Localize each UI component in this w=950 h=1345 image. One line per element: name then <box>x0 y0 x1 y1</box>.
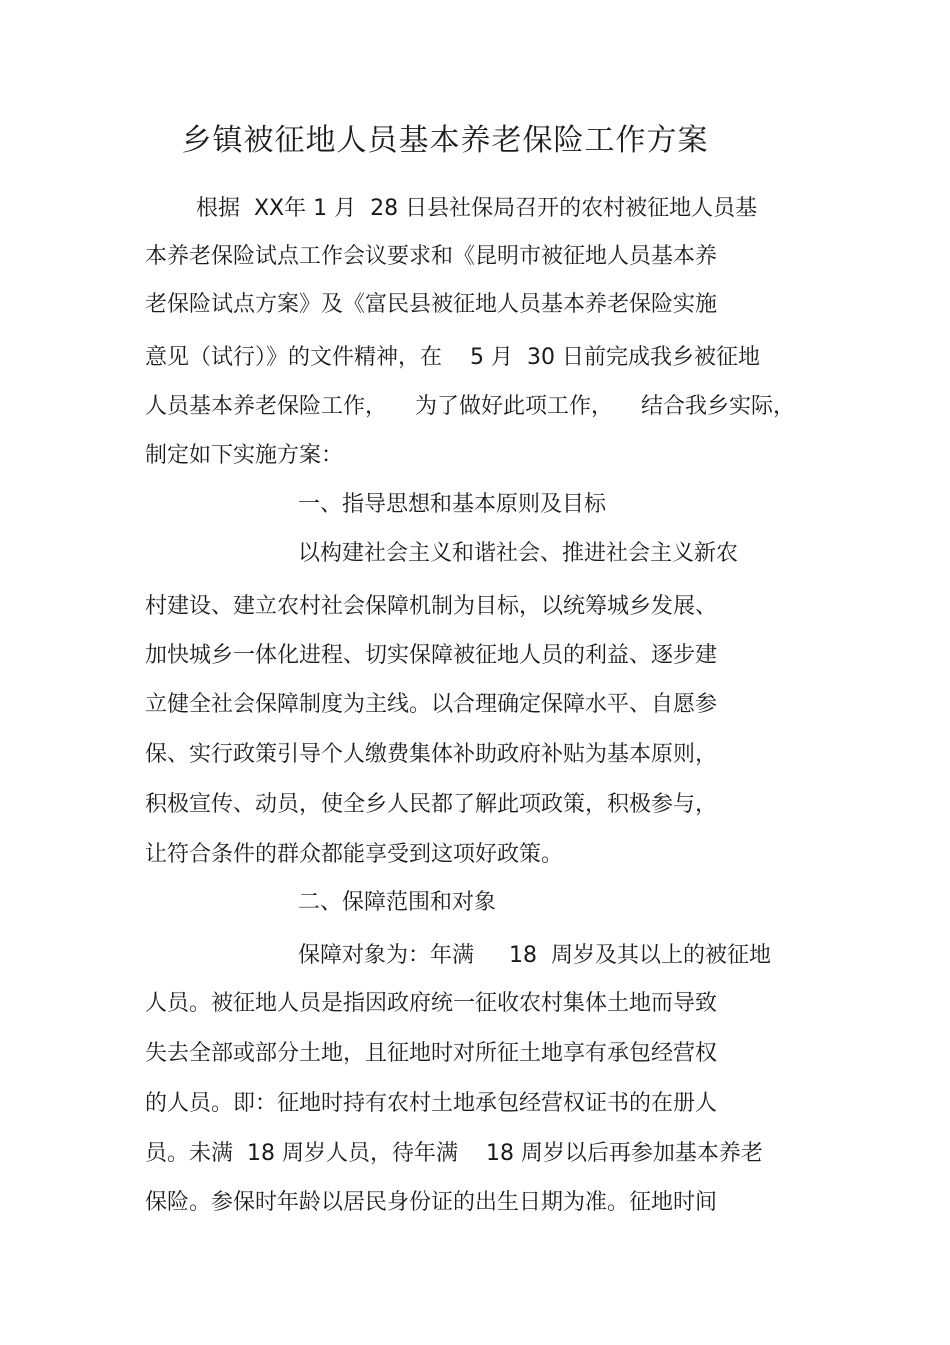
section1-line-7: 让符合条件的群众都能享受到这项好政策。 <box>145 842 564 867</box>
section2-line-3: 失去全部或部分土地，且征地时对所征土地享有承包经营权 <box>145 1041 718 1066</box>
intro-line-3: 老保险试点方案》及《富民县被征地人员基本养老保险实施 <box>145 292 718 317</box>
section2-line-2: 人员。被征地人员是指因政府统一征收农村集体土地而导致 <box>145 991 718 1016</box>
section2-line-5: 员。未满 18 周岁人员，待年满 18 周岁以后再参加基本养老 <box>145 1141 763 1166</box>
section1-line-1: 以构建社会主义和谐社会、推进社会主义新农 <box>298 541 739 566</box>
intro-line-4: 意见（试行）》的文件精神，在 5 月 30 日前完成我乡被征地 <box>145 345 760 370</box>
intro-line-1: 根据 XX年 1 月 28 日县社保局召开的农村被征地人员基 <box>196 196 758 221</box>
section2-line-4: 的人员。即：征地时持有农村土地承包经营权证书的在册人 <box>145 1091 718 1116</box>
section1-line-5: 保、实行政策引导个人缴费集体补助政府补贴为基本原则， <box>145 742 718 767</box>
section1-line-3: 加快城乡一体化进程、切实保障被征地人员的利益、逐步建 <box>145 643 718 668</box>
document-title: 乡镇被征地人员基本养老保险工作方案 <box>181 123 709 158</box>
section1-line-6: 积极宣传、动员，使全乡人民都了解此项政策，积极参与， <box>145 792 718 817</box>
section1-line-2: 村建设、建立农村社会保障机制为目标，以统筹城乡发展、 <box>145 594 718 619</box>
section-heading-1: 一、指导思想和基本原则及目标 <box>298 492 607 517</box>
intro-line-6: 制定如下实施方案： <box>145 443 344 468</box>
section-heading-2: 二、保障范围和对象 <box>298 890 497 915</box>
section2-line-6: 保险。参保时年龄以居民身份证的出生日期为准。征地时间 <box>145 1190 718 1215</box>
intro-line-2: 本养老保险试点工作会议要求和《昆明市被征地人员基本养 <box>145 244 718 269</box>
intro-line-5: 人员基本养老保险工作， 为了做好此项工作， 结合我乡实际， <box>145 394 795 419</box>
section2-line-1: 保障对象为：年满 18 周岁及其以上的被征地 <box>298 943 771 968</box>
section1-line-4: 立健全社会保障制度为主线。以合理确定保障水平、自愿参 <box>145 692 718 717</box>
